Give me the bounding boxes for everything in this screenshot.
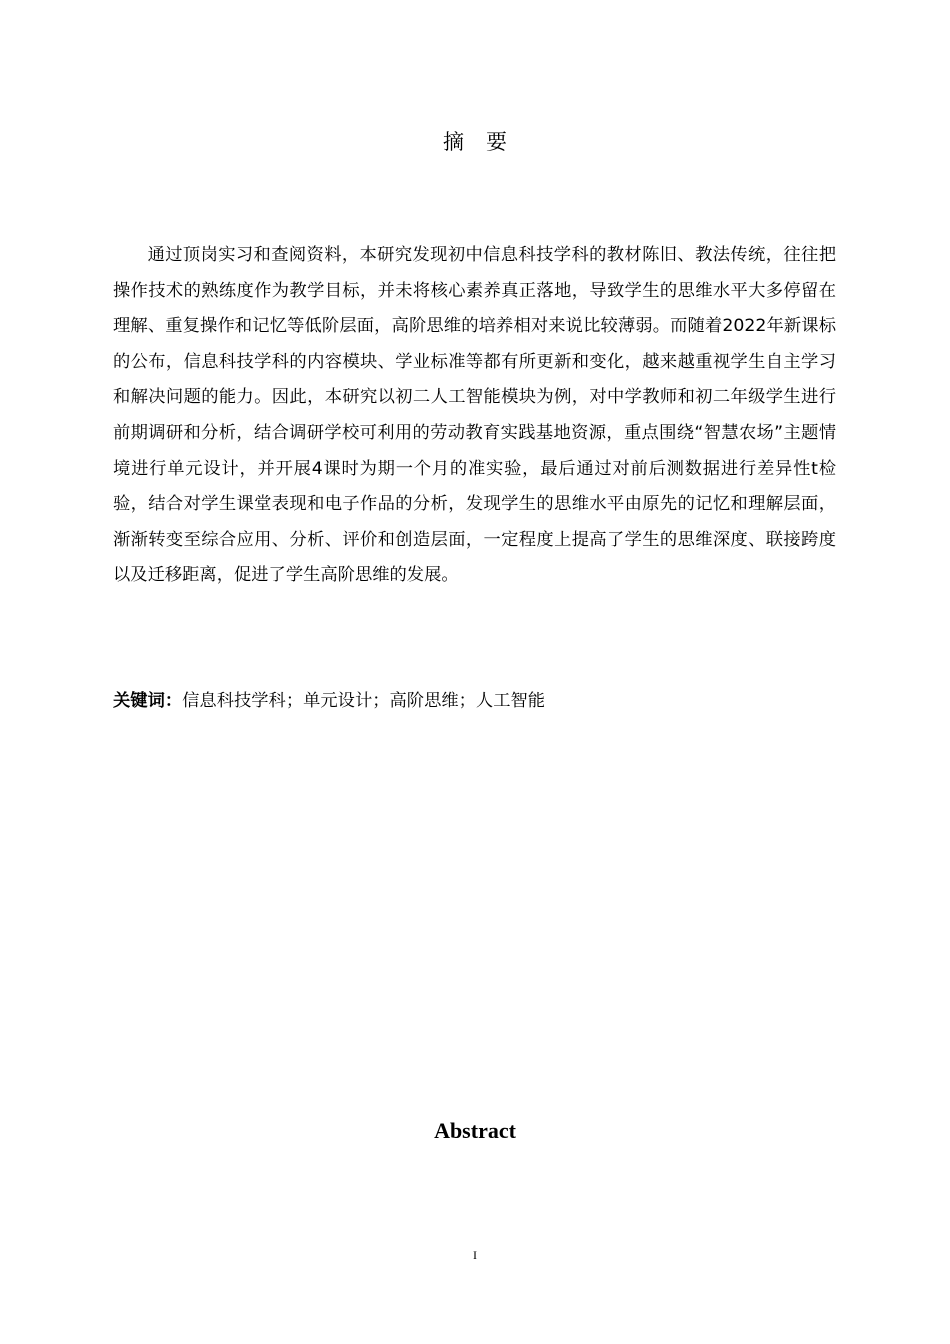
keywords-text: 信息科技学科；单元设计；高阶思维；人工智能	[182, 691, 546, 711]
keywords-label: 关键词：	[113, 691, 183, 711]
keywords-line	[113, 686, 836, 716]
chinese-abstract-heading: 摘要	[443, 130, 529, 154]
english-abstract-heading: Abstract	[434, 1118, 516, 1143]
page-number: I	[473, 1248, 477, 1262]
chinese-abstract-paragraph: 通过顶岗实习和查阅资料，本研究发现初中信息科技学科的教材陈旧、教法传统，往往把操作技术的熟练度作为教学目标，并未将核心素养真正落地，导致学生的思维水平大多停留在理解、重复操作和记忆等低阶层面，高阶思维的培养相对来说比较薄弱。而随着2022年新课标的公布，信息科技学科的内容模块、学业标准等都有所更新和变化，越来越重视学生自主学习和解决问题的能力。因此，本研究以初二人工智能模块为例，对中学教师和初二年级学生进行前期调研和分析，结合调研学校可利用的劳动教育实践基地资源，重点围绕“智慧农场”主题情境进行单元设计，并开展4课时为期一个月的准实验，最后通过对前后测数据进行差异性t检验，结合对学生课堂表现和电子作品的分析，发现学生的思维水平由原先的记忆和理解层面，渐渐转变至综合应用、分析、评价和创造层面，一定程度上提高了学生的思维深度、联接跨度以及迁移距离，促进了学生高阶思维的发展。	[113, 245, 836, 586]
